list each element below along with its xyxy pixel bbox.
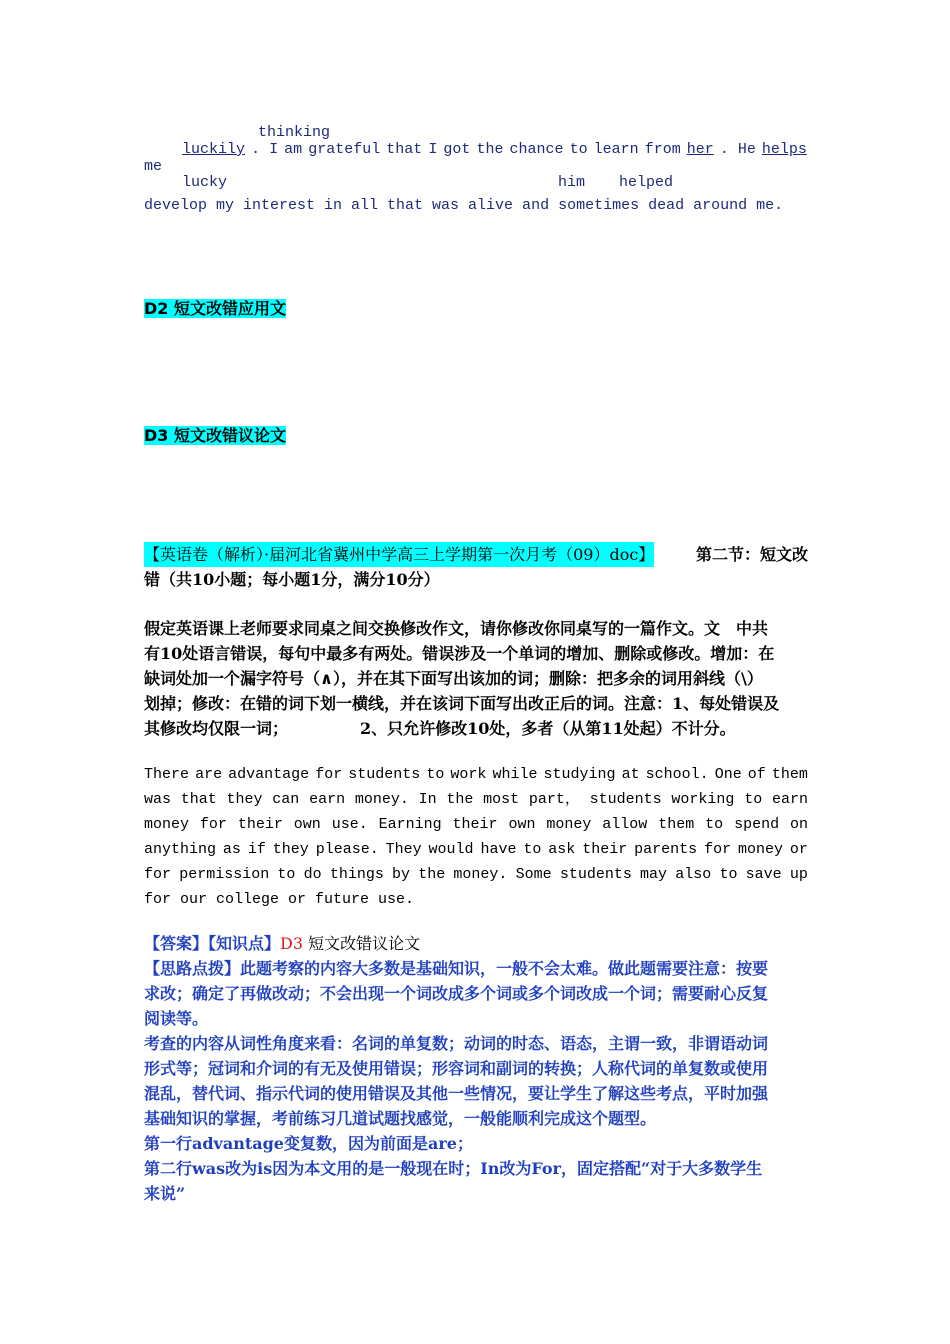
passage-word: school. bbox=[645, 766, 709, 783]
answer-line: 混乱，替代词、指示代词的使用错误及其他一些情况，要让学生了解这些考点，平时加强 bbox=[144, 1084, 769, 1103]
passage-word: money. bbox=[453, 866, 508, 883]
passage-word: are bbox=[195, 766, 223, 783]
answer-line: 第二行was改为is因为本文用的是一般现在时；In改为For，固定搭配“对于大多数学生 bbox=[144, 1159, 763, 1178]
passage-word: ask bbox=[548, 841, 576, 858]
excerpt-line-5: develop my interest in all that was alive and sometimes dead around me. bbox=[144, 197, 784, 214]
passage-line bbox=[144, 887, 808, 912]
passage-word: work bbox=[450, 766, 487, 783]
passage-word: please. bbox=[315, 841, 379, 858]
passage-word: They bbox=[385, 841, 422, 858]
passage-word: allow bbox=[602, 816, 648, 833]
passage-word: to bbox=[705, 816, 724, 833]
passage-word: permission bbox=[179, 866, 270, 883]
passage-word: spend bbox=[734, 816, 780, 833]
passage-word: students bbox=[348, 766, 421, 783]
instructions: 假定英语课上老师要求同桌之间交换修改作文，请你修改你同桌写的一篇作文。文 中共 有10处语言错误，每句中最多有两处。错误涉及一个单词的增加、删除或修改。增加：在 缺词处加一个漏字符号（∧），并在其下面写出该加的词；删除：把多余的词用斜线（\） 划掉；修改：在错的词下划一横线，并在该词下面写出改正后的词。注意：1、每处错误及 其修改均仅限一词； 2、只允许修改10处，多者（从第11处起）不计分。 bbox=[144, 619, 780, 738]
answer-line: 形式等；冠词和介词的有无及使用错误；形容词和副词的转换；人称代词的单复数或使用 bbox=[144, 1059, 769, 1078]
passage-word: also bbox=[675, 866, 712, 883]
passage-word: things bbox=[329, 866, 384, 883]
passage-word: studying bbox=[543, 766, 616, 783]
answer-line: 第一行advantage变复数，因为前面是are； bbox=[144, 1134, 473, 1153]
passage-word: In bbox=[418, 791, 437, 808]
word-helps: helps bbox=[761, 141, 807, 158]
passage-word: to bbox=[277, 866, 296, 883]
answer-line: 基础知识的掌握，考前练习几道试题找感觉，一般能顺利完成这个题型。 bbox=[144, 1109, 657, 1128]
question-header: 【英语卷（解析）·届河北省冀州中学高三上学期第一次月考（09）doc】 第二节：短文改 错（共10小题；每小题1分，满分10分） bbox=[144, 542, 808, 592]
passage-word: if bbox=[247, 841, 266, 858]
passage-word: money bbox=[144, 816, 190, 833]
answer-line: 阅读等。 bbox=[144, 1009, 209, 1028]
answer-line: 【思路点拨】此题考察的内容大多数是基础知识，一般不会太难。做此题需要注意：按要 bbox=[144, 959, 769, 978]
passage-word: for bbox=[199, 816, 227, 833]
source-tag: 【英语卷（解析）·届河北省冀州中学高三上学期第一次月考（09）doc】 bbox=[144, 542, 654, 567]
passage-word: money. bbox=[354, 791, 409, 808]
passage-word: may bbox=[640, 866, 668, 883]
passage-word: that bbox=[180, 791, 217, 808]
passage-word: own bbox=[293, 816, 321, 833]
passage-word: by bbox=[392, 866, 411, 883]
passage-word: up bbox=[789, 866, 808, 883]
correction-him: him bbox=[558, 174, 586, 191]
passage-word: was bbox=[144, 791, 172, 808]
passage-word: they bbox=[272, 841, 309, 858]
passage-word: students bbox=[559, 866, 632, 883]
passage-word: to bbox=[426, 766, 445, 783]
answer-line: 来说” bbox=[144, 1184, 186, 1203]
passage-word: earn bbox=[771, 791, 808, 808]
passage-line bbox=[144, 787, 808, 812]
word-luckily: luckily bbox=[182, 141, 246, 158]
passage-word: most bbox=[483, 791, 520, 808]
correction-helped: helped bbox=[619, 174, 674, 191]
passage-line bbox=[144, 812, 808, 837]
passage-word: as bbox=[222, 841, 241, 858]
passage-line bbox=[144, 837, 808, 862]
passage-word: to bbox=[744, 791, 763, 808]
passage-word: their bbox=[582, 841, 628, 858]
passage-word: they bbox=[226, 791, 263, 808]
answer-lines bbox=[144, 956, 808, 1206]
passage-word: for bbox=[704, 841, 732, 858]
passage-word: for our college or future use. bbox=[144, 891, 415, 908]
passage-word: money bbox=[737, 841, 783, 858]
passage-word: money bbox=[546, 816, 592, 833]
answer-line: 考查的内容从词性角度来看：名词的单复数；动词的时态、语态，主谓一致，非谓语动词 bbox=[144, 1034, 769, 1053]
passage-word: of bbox=[747, 766, 766, 783]
passage-word: Some bbox=[515, 866, 552, 883]
passage-word: students bbox=[589, 791, 662, 808]
heading-d3: D3 短文改错议论文 bbox=[144, 426, 286, 445]
passage-word: parents bbox=[634, 841, 698, 858]
passage-word: can bbox=[272, 791, 300, 808]
passage-word: part， bbox=[528, 791, 580, 808]
passage-line bbox=[144, 762, 808, 787]
passage bbox=[144, 762, 808, 912]
excerpt-line-2: luckily . I am grateful that I got the chance to learn from her . He helps bbox=[182, 141, 807, 158]
passage-word: have bbox=[480, 841, 517, 858]
passage-word: There bbox=[144, 766, 190, 783]
passage-word: on bbox=[789, 816, 808, 833]
passage-word: advantage bbox=[228, 766, 310, 783]
heading-d2: D2 短文改错应用文 bbox=[144, 299, 286, 318]
passage-word: anything bbox=[144, 841, 217, 858]
word-her: her bbox=[686, 141, 714, 158]
passage-word: One bbox=[714, 766, 742, 783]
passage-word: at bbox=[621, 766, 640, 783]
passage-word: the bbox=[446, 791, 474, 808]
passage-word: use. bbox=[331, 816, 368, 833]
passage-line bbox=[144, 862, 808, 887]
excerpt-line-3: me bbox=[144, 158, 163, 175]
passage-word: them bbox=[658, 816, 695, 833]
passage-word: save bbox=[745, 866, 782, 883]
correction-lucky: lucky bbox=[182, 174, 228, 191]
passage-word: for bbox=[144, 866, 172, 883]
passage-word: them bbox=[771, 766, 808, 783]
passage-word: while bbox=[492, 766, 538, 783]
passage-word: own bbox=[508, 816, 536, 833]
passage-word: or bbox=[789, 841, 808, 858]
passage-word: earn bbox=[309, 791, 346, 808]
passage-word: the bbox=[418, 866, 446, 883]
passage-word: Earning bbox=[378, 816, 442, 833]
passage-word: working bbox=[671, 791, 735, 808]
correction-thinking: thinking bbox=[258, 124, 331, 141]
answer-line: 求改；确定了再做改动；不会出现一个词改成多个词或多个词改成一个词；需要耐心反复 bbox=[144, 984, 769, 1003]
passage-word: to bbox=[523, 841, 542, 858]
passage-word: to bbox=[719, 866, 738, 883]
passage-word: for bbox=[315, 766, 343, 783]
answer: 【答案】【知识点】D3 短文改错议论文 【思路点拨】此题考察的内容大多数是基础知识，一般不会太难。做此题需要注意：按要 求改；确定了再做改动；不会出现一个词改成多个词或多个词改成一个词；需要耐心反复 阅读等。 考查的内容从词性角度来看：名词的单复数；动词的时态、语态，主谓一致，非谓语动词 形式等；冠词和介词的有无及使用错误；形容词和副词的转换；人称代词的单复数或使用 混乱，替代词、指示代词的使用错误及其他一些情况，要让学生了解这些考点，平时加强 基础知识的掌握，考前练习几道试题找感觉，一般能顺利完成这个题型。 第一行advantage变复数，因为前面是are； 第二行was改为is因为本文用的是一般现在时；In改为For，固定搭配“对于大多数学生 来说” bbox=[144, 931, 808, 1206]
passage-word: would bbox=[428, 841, 474, 858]
passage-word: their bbox=[237, 816, 283, 833]
passage-word: do bbox=[303, 866, 322, 883]
passage-word: their bbox=[452, 816, 498, 833]
